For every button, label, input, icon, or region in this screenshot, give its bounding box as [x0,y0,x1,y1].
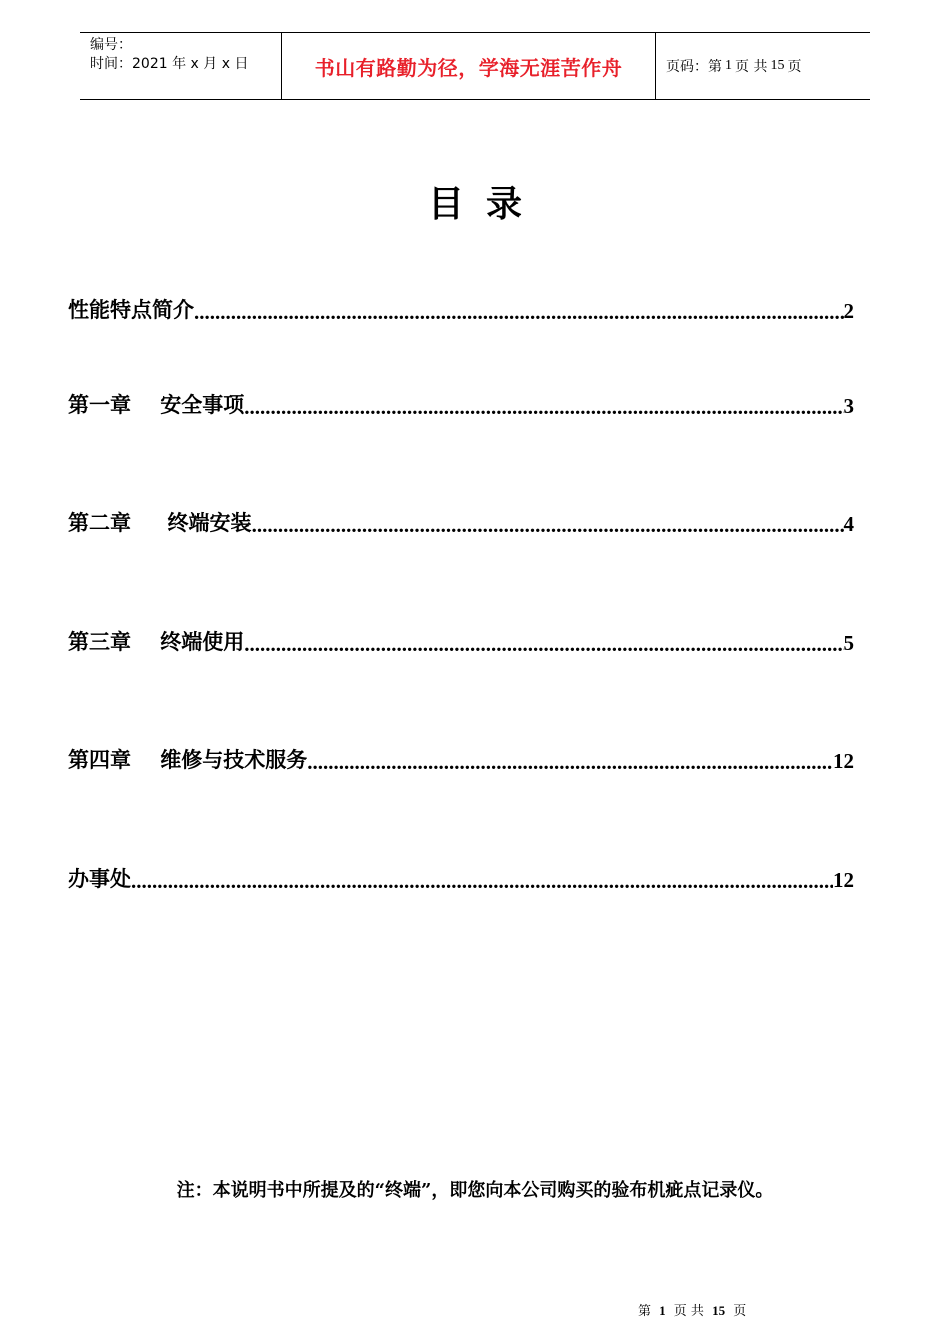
footer-suffix: 页 [733,1304,747,1319]
toc-leader-dots [252,513,844,537]
page-prefix: 页码：第 [666,59,722,75]
toc-entry-page: 4 [843,512,854,536]
footer-mid: 页 共 [673,1304,704,1319]
toc-leader-dots [244,395,843,419]
header-motto: 书山有路勤为径，学海无涯苦作舟 [282,33,656,99]
toc-leader-dots [307,750,833,774]
footer-current: 1 [659,1303,666,1318]
toc-entry-page: 12 [833,749,854,773]
toc-entry-page: 3 [843,394,854,418]
toc-entry-label: 办事处 [68,866,131,891]
toc-entry-label: 第四章 维修与技术服务 [68,747,308,772]
toc-entry-label: 第一章 安全事项 [68,392,245,417]
footer-total: 15 [712,1303,726,1318]
page-mid: 页 共 [735,59,768,75]
toc-leader-dots [131,869,833,893]
page-footer [638,1300,746,1319]
toc-entry-page: 5 [843,631,854,655]
page-header [80,32,870,100]
toc-leader-dots [244,632,843,656]
toc-leader-dots [194,300,844,324]
document-title: 目录 [427,183,544,225]
toc-entry-page: 12 [833,868,854,892]
page-suffix: 页 [787,59,802,75]
toc-entry-label: 第三章 终端使用 [68,629,245,654]
serial-label: 编号： [90,37,132,53]
toc-entry[interactable] [68,744,854,774]
page-total: 15 [770,58,785,73]
toc-entry[interactable] [68,389,854,419]
toc-entry[interactable] [68,626,854,656]
toc-entry[interactable] [68,507,854,537]
header-meta [80,33,282,99]
toc-entry-label: 第二章 终端安装 [68,510,252,535]
footer-prefix: 第 [638,1304,652,1319]
toc-entry-label: 性能特点简介 [68,297,194,322]
toc-entry-page: 2 [843,299,854,323]
page-current: 1 [725,58,732,73]
toc-entry[interactable] [68,294,854,324]
document-note: 注：本说明书中所提及的“终端”，即您向本公司购买的验布机疵点记录仪。 [176,1180,774,1201]
toc-entry[interactable] [68,863,854,893]
header-page-info [656,33,870,99]
time-label: 时间：2021 年 x 月 x 日 [90,56,249,72]
